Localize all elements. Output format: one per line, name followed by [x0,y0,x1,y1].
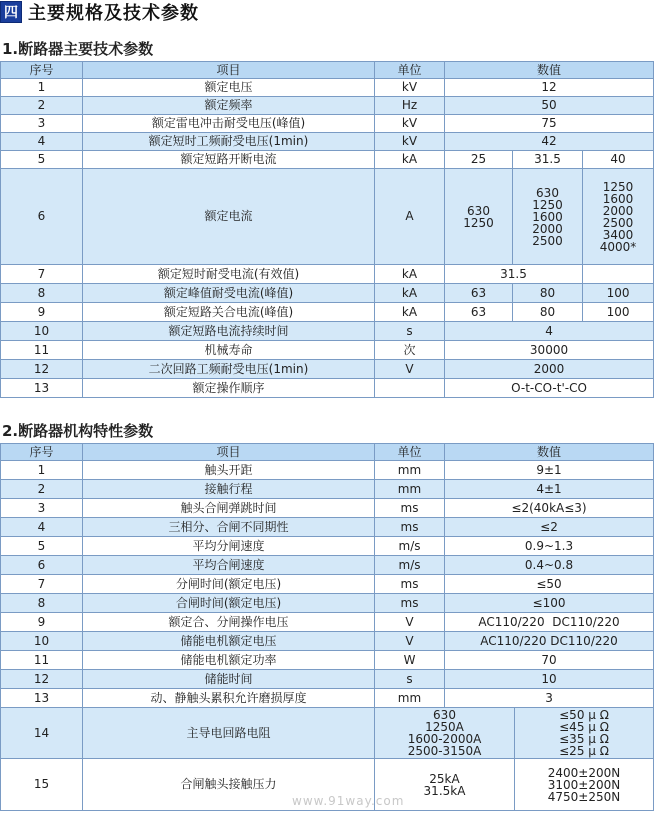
row-value-3: 100 [583,303,654,322]
row-value-1 [445,169,513,265]
row-item: 额定峰值耐受电流(峰值) [83,284,375,303]
value-line: 630 [536,185,559,200]
row-unit: W [375,651,445,670]
row-no: 12 [1,670,83,689]
row-item: 触头合闸弹跳时间 [83,499,375,518]
row-value: 75 [445,115,654,133]
row-item: 储能电机额定功率 [83,651,375,670]
table-row [1,360,654,379]
section-number-badge: 四 [0,1,22,23]
row-value-right [515,759,654,811]
table-row [1,303,654,322]
row-value: O-t-CO-t'-CO [445,379,654,398]
row-item: 额定合、分闸操作电压 [83,613,375,632]
row-unit: kA [375,151,445,169]
row-value: 0.9~1.3 [445,537,654,556]
row-no: 11 [1,341,83,360]
row-unit: kV [375,79,445,97]
table-row [1,115,654,133]
row-no: 10 [1,632,83,651]
value-line: 2400±200N [547,765,621,780]
row-no: 2 [1,480,83,499]
table-row [1,594,654,613]
row-item: 接触行程 [83,480,375,499]
value-line: 3400 [602,227,634,242]
row-value-right [515,708,654,759]
value-line: 2500-3150A [407,744,482,758]
row-item: 储能时间 [83,670,375,689]
row-item: 触头开距 [83,461,375,480]
mechanism-params-table [0,443,654,811]
row-item: 额定短路开断电流 [83,151,375,169]
row-no: 5 [1,151,83,169]
main-title [0,0,199,24]
row-unit: ms [375,499,445,518]
row-value: ≤50 [445,575,654,594]
row-value: 30000 [445,341,654,360]
value-line: 1600 [532,209,563,224]
table-header-row [1,62,654,79]
header-no: 序号 [1,62,83,79]
row-unit: mm [375,461,445,480]
value-line: 2500 [602,215,634,230]
table-row [1,689,654,708]
row-value-empty [583,265,654,284]
row-unit: mm [375,480,445,499]
row-no: 10 [1,322,83,341]
row-value-1: 63 [445,303,513,322]
row-value: 31.5 [445,265,583,284]
row-unit: 次 [375,341,445,360]
row-item: 额定短时工频耐受电压(1min) [83,133,375,151]
row-no: 8 [1,594,83,613]
row-item: 三相分、合闸不同期性 [83,518,375,537]
row-value-3: 100 [583,284,654,303]
table-row [1,575,654,594]
main-params-table [0,61,654,398]
row-value: 12 [445,79,654,97]
row-item: 主导电回路电阻 [83,708,375,759]
row-value: 3 [445,689,654,708]
header-no: 序号 [1,444,83,461]
row-no: 6 [1,556,83,575]
row-no: 4 [1,518,83,537]
row-value: 9±1 [445,461,654,480]
row-unit: s [375,670,445,689]
row-value: ≤2 [445,518,654,537]
table-row [1,708,654,759]
value-line: 1600-2000A [407,732,482,746]
row-no: 15 [1,759,83,811]
row-no: 3 [1,115,83,133]
table-row [1,97,654,115]
row-value-2 [513,169,583,265]
table-row [1,480,654,499]
row-value: ≤2(40kA≤3) [445,499,654,518]
table-header-row [1,444,654,461]
row-item: 额定电流 [83,169,375,265]
row-item: 储能电机额定电压 [83,632,375,651]
row-no: 12 [1,360,83,379]
row-item: 二次回路工频耐受电压(1min) [83,360,375,379]
table-row [1,79,654,97]
row-value-2: 80 [513,303,583,322]
table-row [1,322,654,341]
row-unit: V [375,613,445,632]
row-no: 8 [1,284,83,303]
row-unit [375,379,445,398]
row-value: 70 [445,651,654,670]
section1-title: 1.断路器主要技术参数 [2,40,154,58]
header-value: 数值 [445,444,654,461]
row-unit: m/s [375,537,445,556]
value-line: 630 [433,708,456,722]
row-unit: s [375,322,445,341]
row-unit: kV [375,133,445,151]
row-no: 6 [1,169,83,265]
section2-title: 2.断路器机构特性参数 [2,422,154,440]
value-line: ≤45 μ Ω [559,720,609,734]
row-value: 4±1 [445,480,654,499]
value-line: ≤25 μ Ω [559,744,609,758]
row-item: 额定短路电流持续时间 [83,322,375,341]
value-line: 4000* [599,239,637,254]
table-row [1,518,654,537]
row-item: 分闸时间(额定电压) [83,575,375,594]
row-unit: m/s [375,556,445,575]
row-item: 平均分闸速度 [83,537,375,556]
row-no: 11 [1,651,83,670]
row-unit: kA [375,284,445,303]
row-no: 1 [1,461,83,480]
row-value: 42 [445,133,654,151]
row-no: 9 [1,303,83,322]
row-item: 动、静触头累积允许磨损厚度 [83,689,375,708]
row-value: 4 [445,322,654,341]
row-value: 10 [445,670,654,689]
row-no: 13 [1,379,83,398]
value-line: 1250 [602,179,634,194]
value-line: 1250 [463,215,494,230]
row-value-1: 63 [445,284,513,303]
header-unit: 单位 [375,62,445,79]
row-item: 额定雷电冲击耐受电压(峰值) [83,115,375,133]
header-value: 数值 [445,62,654,79]
row-no: 7 [1,575,83,594]
row-unit: kA [375,265,445,284]
row-value-3: 40 [583,151,654,169]
value-line: 1250 [532,197,563,212]
row-item: 合闸触头接触压力 [83,759,375,811]
row-unit: A [375,169,445,265]
value-line: 31.5kA [423,783,466,798]
table-row [1,169,654,265]
row-unit: V [375,632,445,651]
row-value: 2000 [445,360,654,379]
main-title-text: 主要规格及技术参数 [28,3,199,24]
value-line: 630 [467,203,490,218]
value-line: ≤35 μ Ω [559,732,609,746]
watermark: www.91way.com [292,794,405,808]
row-value: 0.4~0.8 [445,556,654,575]
row-value: ≤100 [445,594,654,613]
table-row [1,670,654,689]
row-unit: ms [375,518,445,537]
row-value: AC110/220 DC110/220 [445,632,654,651]
row-unit: kV [375,115,445,133]
row-item: 额定操作顺序 [83,379,375,398]
table-row [1,133,654,151]
table-row [1,284,654,303]
row-value-3 [583,169,654,265]
value-line: 4750±250N [547,789,621,804]
row-unit: V [375,360,445,379]
row-no: 14 [1,708,83,759]
row-no: 1 [1,79,83,97]
header-unit: 单位 [375,444,445,461]
table-row [1,556,654,575]
table-row [1,265,654,284]
row-item: 额定短时耐受电流(有效值) [83,265,375,284]
table-row [1,651,654,670]
row-no: 4 [1,133,83,151]
row-no: 5 [1,537,83,556]
row-unit: mm [375,689,445,708]
row-value-left [375,708,515,759]
row-no: 9 [1,613,83,632]
row-item: 额定短路关合电流(峰值) [83,303,375,322]
value-line: 2500 [532,233,563,248]
value-line: 3100±200N [547,777,621,792]
value-line: 25kA [429,771,460,786]
value-line: 2000 [602,203,634,218]
table-row [1,537,654,556]
row-unit: Hz [375,97,445,115]
row-unit: ms [375,594,445,613]
row-no: 7 [1,265,83,284]
value-line: 1600 [602,191,634,206]
table-row [1,379,654,398]
row-no: 13 [1,689,83,708]
row-value-2: 80 [513,284,583,303]
table-row [1,632,654,651]
row-item: 额定电压 [83,79,375,97]
value-line: 1250A [425,720,464,734]
row-unit: ms [375,575,445,594]
table-row [1,499,654,518]
row-unit: kA [375,303,445,322]
header-item: 项目 [83,62,375,79]
value-line: ≤50 μ Ω [559,708,609,722]
row-item: 平均合闸速度 [83,556,375,575]
table-row [1,461,654,480]
row-no: 3 [1,499,83,518]
table-row [1,151,654,169]
row-item: 机械寿命 [83,341,375,360]
row-item: 额定频率 [83,97,375,115]
row-value: 50 [445,97,654,115]
table-row [1,341,654,360]
header-item: 项目 [83,444,375,461]
row-item: 合闸时间(额定电压) [83,594,375,613]
table-row [1,613,654,632]
row-value: AC110/220 DC110/220 [445,613,654,632]
row-no: 2 [1,97,83,115]
value-line: 2000 [532,221,563,236]
row-value-1: 25 [445,151,513,169]
row-value-2: 31.5 [513,151,583,169]
